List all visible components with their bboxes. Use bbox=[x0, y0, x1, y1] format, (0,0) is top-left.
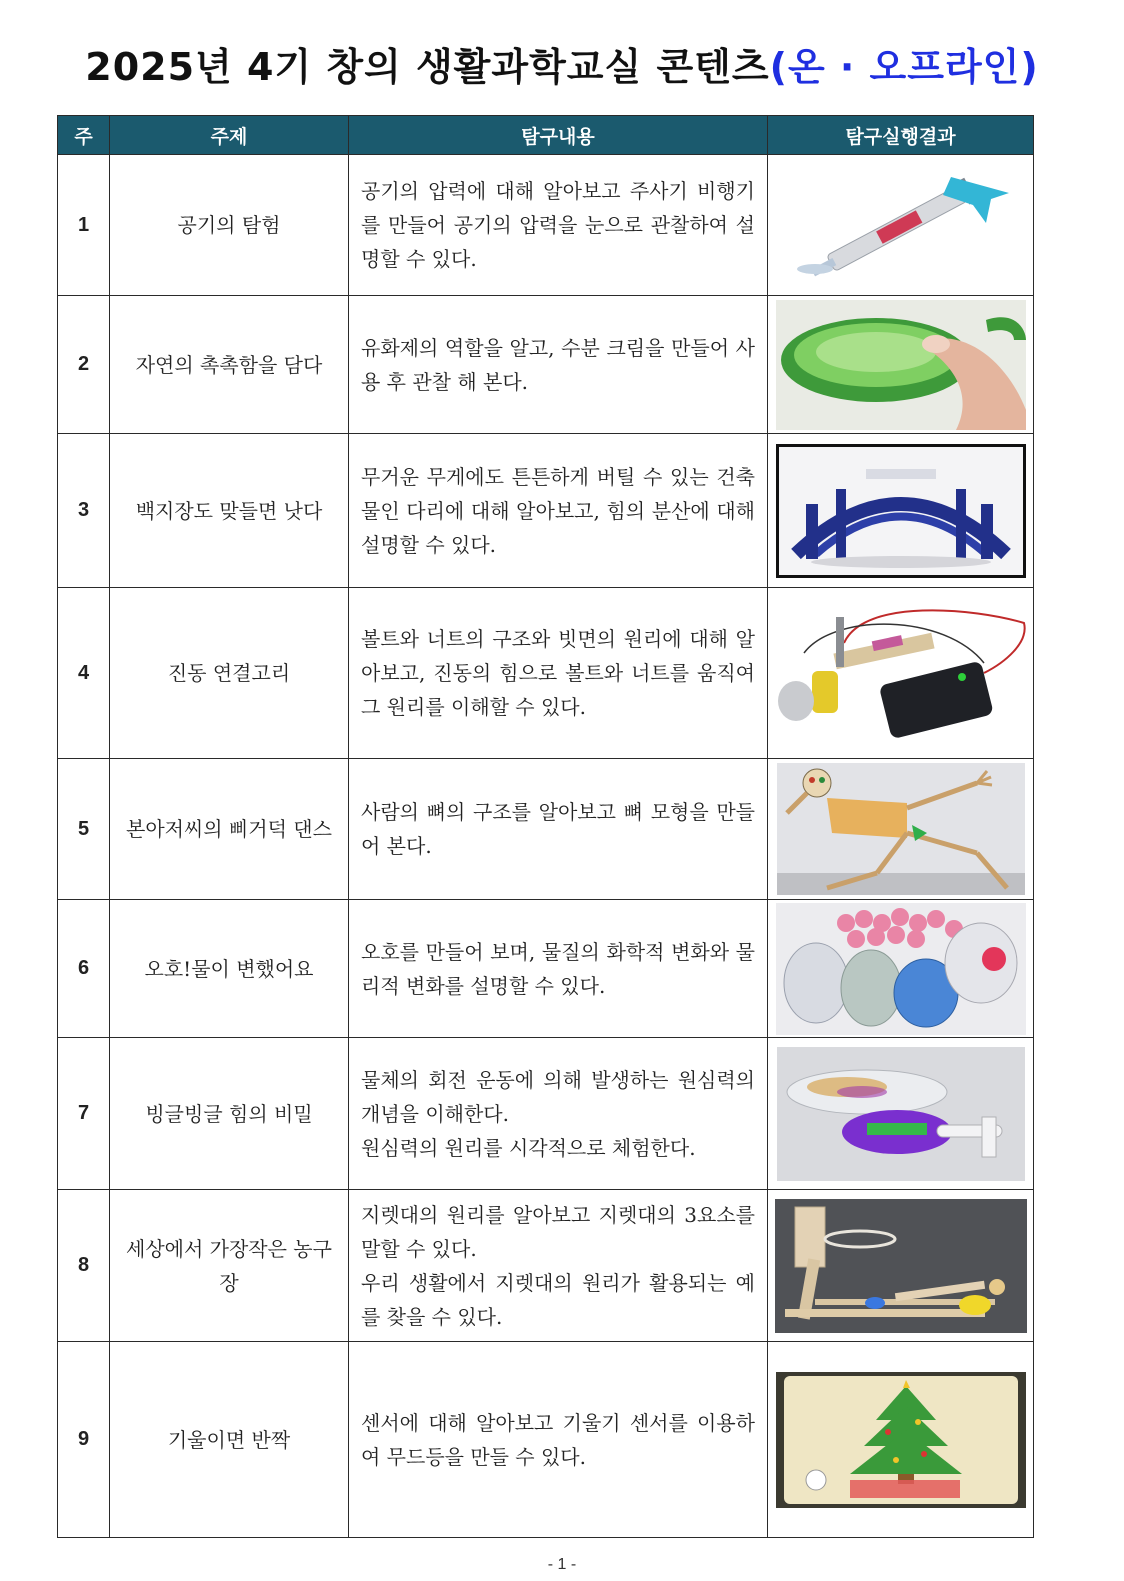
header-week: 주 bbox=[58, 116, 110, 155]
moisture-cream-photo bbox=[776, 300, 1026, 430]
vibration-bolt-kit-photo bbox=[774, 603, 1028, 743]
table-row bbox=[58, 434, 1034, 588]
skeleton-model-photo bbox=[777, 763, 1025, 895]
row-week: 5 bbox=[58, 759, 110, 900]
row-content: 볼트와 너트의 구조와 빗면의 원리에 대해 알아보고, 진동의 힘으로 볼트와 너트를 움직여 그 원리를 이해할 수 있다. bbox=[349, 588, 768, 759]
table-row bbox=[58, 296, 1034, 434]
row-content: 유화제의 역할을 알고, 수분 크림을 만들어 사용 후 관찰 해 본다. bbox=[349, 296, 768, 434]
page-number: - 1 - bbox=[547, 1556, 577, 1573]
table-row bbox=[58, 155, 1034, 296]
header-result: 탐구실행결과 bbox=[768, 116, 1034, 155]
row-topic: 오호!물이 변했어요 bbox=[110, 900, 349, 1038]
table-row bbox=[58, 1342, 1034, 1538]
row-week: 3 bbox=[58, 434, 110, 588]
mini-basketball-lever-photo bbox=[775, 1199, 1027, 1333]
table-row bbox=[58, 1190, 1034, 1342]
spinning-top-photo bbox=[777, 1047, 1025, 1181]
bridge-model-photo bbox=[776, 444, 1026, 578]
row-topic: 기울이면 반짝 bbox=[110, 1342, 349, 1538]
header-content: 탐구내용 bbox=[349, 116, 768, 155]
row-topic: 세상에서 가장작은 농구장 bbox=[110, 1190, 349, 1342]
table-header-row bbox=[58, 116, 1034, 155]
row-content: 지렛대의 원리를 알아보고 지렛대의 3요소를 말할 수 있다. 우리 생활에서 지렛대의 원리가 활용되는 예를 찾을 수 있다. bbox=[349, 1190, 768, 1342]
table-row bbox=[58, 588, 1034, 759]
row-content: 무거운 무게에도 튼튼하게 버틸 수 있는 건축물인 다리에 대해 알아보고, 힘의 분산에 대해 설명할 수 있다. bbox=[349, 434, 768, 588]
table-row bbox=[58, 900, 1034, 1038]
page-title bbox=[0, 36, 1124, 91]
row-topic: 공기의 탐험 bbox=[110, 155, 349, 296]
row-week: 2 bbox=[58, 296, 110, 434]
title-main: 2025년 4기 창의 생활과학교실 콘텐츠 bbox=[85, 45, 770, 89]
syringe-airplane-photo bbox=[781, 165, 1021, 285]
title-highlight: (온 · 오프라인) bbox=[769, 45, 1039, 89]
row-content: 공기의 압력에 대해 알아보고 주사기 비행기를 만들어 공기의 압력을 눈으로 관찰하여 설명할 수 있다. bbox=[349, 155, 768, 296]
row-week: 4 bbox=[58, 588, 110, 759]
row-week: 1 bbox=[58, 155, 110, 296]
row-content: 사람의 뼈의 구조를 알아보고 뼈 모형을 만들어 본다. bbox=[349, 759, 768, 900]
row-content: 오호를 만들어 보며, 물질의 화학적 변화와 물리적 변화를 설명할 수 있다. bbox=[349, 900, 768, 1038]
row-content: 센서에 대해 알아보고 기울기 센서를 이용하여 무드등을 만들 수 있다. bbox=[349, 1342, 768, 1538]
row-topic: 본아저씨의 삐거덕 댄스 bbox=[110, 759, 349, 900]
ooho-capsules-photo bbox=[776, 903, 1026, 1035]
christmas-mood-lamp-photo bbox=[776, 1372, 1026, 1508]
row-week: 6 bbox=[58, 900, 110, 1038]
row-content: 물체의 회전 운동에 의해 발생하는 원심력의 개념을 이해한다. 원심력의 원리를 시각적으로 체험한다. bbox=[349, 1038, 768, 1190]
header-topic: 주제 bbox=[110, 116, 349, 155]
row-topic: 빙글빙글 힘의 비밀 bbox=[110, 1038, 349, 1190]
row-week: 7 bbox=[58, 1038, 110, 1190]
row-week: 9 bbox=[58, 1342, 110, 1538]
table-row bbox=[58, 759, 1034, 900]
row-week: 8 bbox=[58, 1190, 110, 1342]
row-topic: 백지장도 맞들면 낫다 bbox=[110, 434, 349, 588]
row-topic: 진동 연결고리 bbox=[110, 588, 349, 759]
table-row bbox=[58, 1038, 1034, 1190]
row-topic: 자연의 촉촉함을 담다 bbox=[110, 296, 349, 434]
contents-table bbox=[57, 115, 1034, 1538]
